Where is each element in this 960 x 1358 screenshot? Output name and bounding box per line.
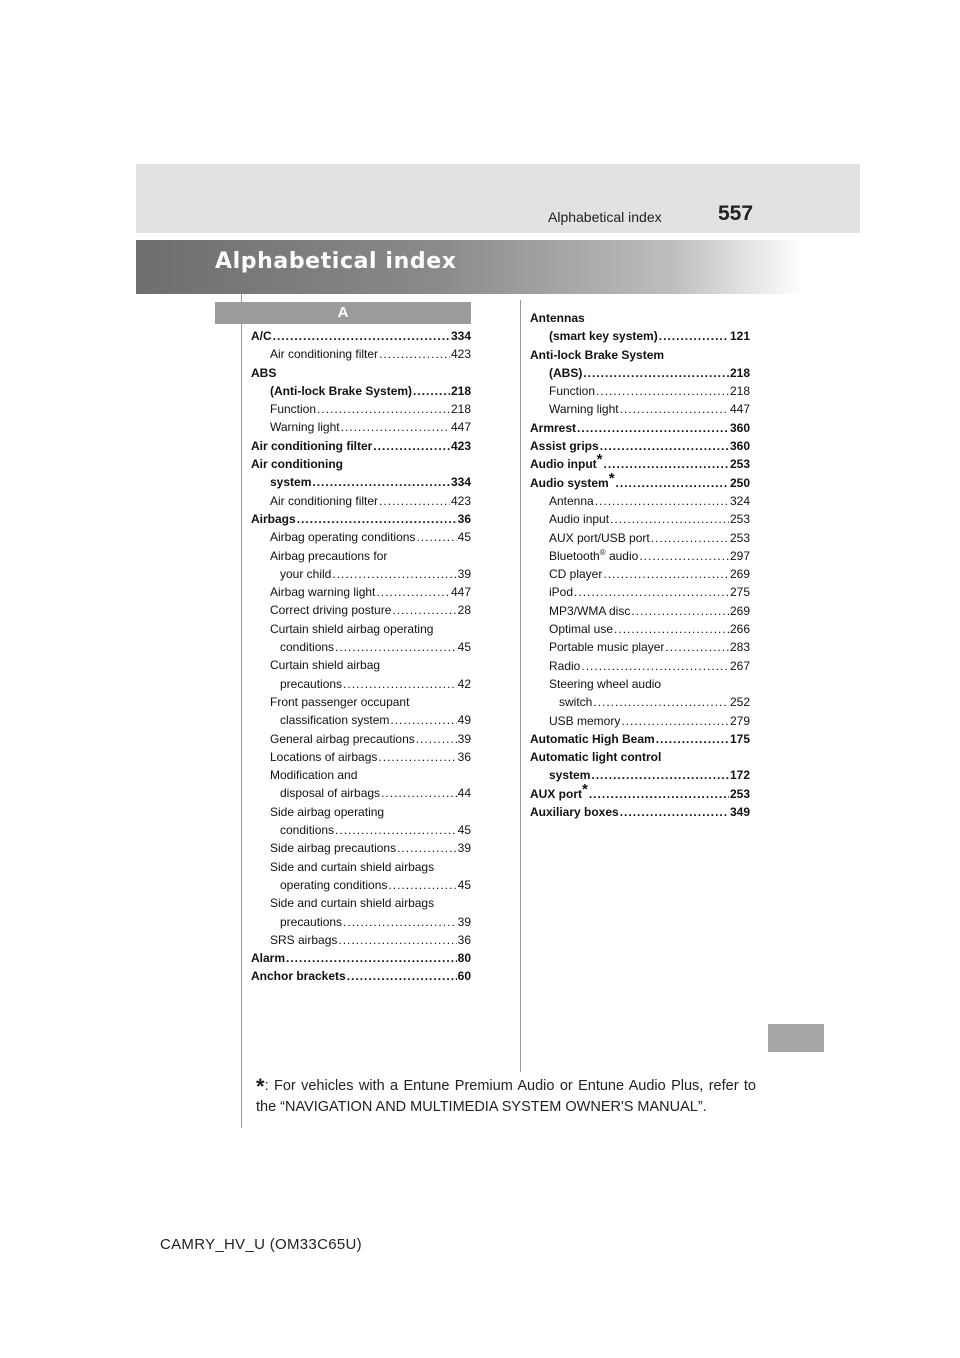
index-entry-term: Antennas <box>530 311 585 325</box>
index-entry-term: Side airbag operating <box>270 804 385 819</box>
page-number: 557 <box>718 202 754 225</box>
index-entry-term: Radio <box>549 658 581 673</box>
footnote-asterisk: * <box>256 1074 265 1099</box>
index-entry-page: 49 <box>457 713 471 728</box>
index-entry-term: Airbag warning light <box>270 585 376 600</box>
index-entry-term: Side airbag precautions <box>270 841 397 856</box>
index-entry <box>251 638 471 656</box>
index-entry-term: Correct driving posture <box>270 603 392 618</box>
dot-leader <box>581 657 729 675</box>
index-entry-term: AUX port* <box>530 780 588 801</box>
dot-leader <box>413 382 450 400</box>
index-entry <box>251 803 471 821</box>
index-entry-page: 36 <box>457 749 471 764</box>
index-entry <box>530 748 750 766</box>
index-entry <box>530 780 750 803</box>
index-entry-page: 44 <box>457 786 471 801</box>
dot-leader <box>341 418 450 436</box>
index-entry-page: 253 <box>729 457 750 472</box>
index-entry-page: 447 <box>450 420 471 435</box>
index-entry <box>251 510 471 528</box>
dot-leader <box>312 473 450 491</box>
index-entry <box>251 894 471 912</box>
index-entry <box>251 730 471 748</box>
index-entry-term: conditions <box>280 640 335 655</box>
index-entry-term: Air conditioning filter <box>270 493 379 508</box>
index-entry-term: MP3/WMA disc <box>549 603 631 618</box>
index-entry <box>251 821 471 839</box>
index-entry-page: 253 <box>729 530 750 545</box>
index-entry-page: 28 <box>457 603 471 618</box>
column-divider-middle <box>520 300 521 1072</box>
index-entry <box>530 583 750 601</box>
index-entry-page: 423 <box>450 493 471 508</box>
index-entry-term: conditions <box>280 823 335 838</box>
index-entry-term: precautions <box>280 676 343 691</box>
index-entry <box>530 469 750 492</box>
index-entry-term: Warning light <box>549 402 619 417</box>
index-entry-term: Function <box>270 402 317 417</box>
index-entry <box>530 638 750 656</box>
dot-leader <box>297 510 457 528</box>
index-entry-term: Locations of airbags <box>270 749 378 764</box>
index-entry <box>251 455 471 473</box>
index-entry-page: 80 <box>457 951 471 966</box>
index-entry <box>251 583 471 601</box>
index-entry-term: Modification and <box>270 768 358 783</box>
index-entry-page: 45 <box>457 823 471 838</box>
dot-leader <box>616 474 729 492</box>
index-entry <box>251 473 471 491</box>
index-entry-page: 334 <box>450 329 471 343</box>
dot-leader <box>376 583 450 601</box>
dot-leader <box>631 602 729 620</box>
index-entry <box>251 382 471 400</box>
index-entry-term: Auxiliary boxes <box>530 805 619 820</box>
index-entry-page: 297 <box>729 548 750 563</box>
index-entry-page: 423 <box>450 438 471 453</box>
index-entry <box>251 345 471 363</box>
index-entry-term: Automatic High Beam <box>530 731 655 746</box>
dot-leader <box>373 437 450 455</box>
index-entry-page: 349 <box>729 805 750 820</box>
index-entry-page: 175 <box>729 731 750 746</box>
index-entry <box>251 492 471 510</box>
index-entry-term: classification system <box>280 713 390 728</box>
index-entry-term: Warning light <box>270 420 340 435</box>
index-entry-term: Function <box>549 384 596 399</box>
column-divider-left <box>241 294 242 1128</box>
dot-leader <box>593 693 729 711</box>
index-entry <box>530 766 750 784</box>
index-entry-page: 360 <box>729 439 750 454</box>
index-entry <box>251 547 471 565</box>
index-entry-page: 253 <box>729 512 750 527</box>
index-entry <box>251 528 471 546</box>
index-entry <box>530 346 750 364</box>
dot-leader <box>335 821 457 839</box>
index-entry-page: 36 <box>457 932 471 947</box>
index-entry-page: 45 <box>457 877 471 892</box>
dot-leader <box>620 803 729 821</box>
dot-leader <box>388 876 456 894</box>
index-entry-term: USB memory <box>549 713 621 728</box>
index-entry-term: Audio input <box>549 512 610 527</box>
index-entry-page: 218 <box>729 384 750 399</box>
index-entry-term: CD player <box>549 567 603 582</box>
index-entry <box>530 712 750 730</box>
dot-leader <box>338 931 456 949</box>
index-entry <box>530 437 750 455</box>
index-entry-term: Audio input* <box>530 451 603 472</box>
index-entry-term: Airbag operating conditions <box>270 530 416 545</box>
index-entry <box>251 620 471 638</box>
index-entry-term: ABS <box>251 365 277 380</box>
index-entry <box>251 364 471 382</box>
index-entry <box>251 913 471 931</box>
index-column-left <box>251 327 471 986</box>
index-entry-page: 121 <box>729 329 750 344</box>
index-entry <box>530 400 750 418</box>
index-entry-term: (smart key system) <box>549 329 658 344</box>
index-entry <box>251 858 471 876</box>
index-entry-term: disposal of airbags <box>280 786 381 801</box>
dot-leader <box>621 712 729 730</box>
index-entry-page: 218 <box>729 365 750 380</box>
index-entry-term: Airbag precautions for <box>270 548 388 563</box>
dot-leader <box>574 583 729 601</box>
index-entry-page: 279 <box>729 713 750 728</box>
index-entry-page: 218 <box>450 383 471 398</box>
index-entry-term: AUX port/USB port <box>549 530 650 545</box>
index-entry-page: 266 <box>729 622 750 637</box>
index-entry-term: Assist grips <box>530 439 599 454</box>
index-entry-term: Side and curtain shield airbags <box>270 896 435 911</box>
section-letter-heading: A <box>215 302 471 324</box>
index-entry <box>251 656 471 674</box>
dot-leader <box>379 492 450 510</box>
index-entry <box>251 327 471 345</box>
index-entry <box>530 547 750 565</box>
dot-leader <box>379 345 450 363</box>
index-entry-page: 218 <box>450 402 471 417</box>
index-entry-term: precautions <box>280 914 343 929</box>
index-entry-term: system <box>549 768 591 783</box>
dot-leader <box>343 675 457 693</box>
index-entry-term: your child <box>280 566 332 581</box>
index-entry-page: 269 <box>729 603 750 618</box>
dot-leader <box>610 510 729 528</box>
dot-leader <box>665 638 729 656</box>
document-footer: CAMRY_HV_U (OM33C65U) <box>160 1236 362 1253</box>
index-entry-term: Front passenger occupant <box>270 694 410 709</box>
index-entry-page: 447 <box>450 585 471 600</box>
index-entry-page: 360 <box>729 420 750 435</box>
index-entry-term: Anchor brackets <box>251 969 346 984</box>
index-entry-page: 60 <box>457 969 471 984</box>
index-entry-term: Anti-lock Brake System <box>530 347 665 362</box>
index-entry-term: SRS airbags <box>270 932 338 947</box>
dot-leader <box>659 327 729 345</box>
footnote-marker: * <box>608 469 615 487</box>
dot-leader <box>273 327 450 345</box>
index-entry-term: Bluetooth® audio <box>549 547 639 563</box>
index-entry-term: (Anti-lock Brake System) <box>270 383 413 398</box>
index-entry-term: Air conditioning filter <box>251 438 373 453</box>
dot-leader <box>286 949 457 967</box>
dot-leader <box>378 748 456 766</box>
index-entry-term: Side and curtain shield airbags <box>270 859 435 874</box>
dot-leader <box>595 492 729 510</box>
dot-leader <box>600 437 729 455</box>
dot-leader <box>392 601 456 619</box>
index-entry <box>251 967 471 985</box>
index-entry-term: Alarm <box>251 951 286 966</box>
index-entry-term: Steering wheel audio <box>549 676 662 691</box>
index-entry-term: Curtain shield airbag <box>270 658 381 673</box>
index-entry-term: Portable music player <box>549 640 665 655</box>
dot-leader <box>332 565 456 583</box>
dot-leader <box>596 382 729 400</box>
dot-leader <box>317 400 450 418</box>
index-entry-page: 252 <box>729 695 750 710</box>
index-entry-term: Air conditioning <box>251 457 343 472</box>
footnote-text: : For vehicles with a Entune Premium Audio or Entune Audio Plus, refer to the “NAVIGATION AND MULTIMEDIA SYSTEM OWNER'S MANUAL”. <box>256 1078 756 1115</box>
index-entry <box>251 675 471 693</box>
index-entry <box>530 675 750 693</box>
index-entry <box>530 602 750 620</box>
index-entry <box>251 693 471 711</box>
index-entry-term: Automatic light control <box>530 750 662 765</box>
index-entry-term: General airbag precautions <box>270 731 415 746</box>
index-entry-term: (ABS) <box>549 365 583 380</box>
index-entry-page: 324 <box>729 493 750 508</box>
index-entry-term: Airbags <box>251 511 296 526</box>
index-entry <box>251 400 471 418</box>
index-entry-term: Curtain shield airbag operating <box>270 621 434 636</box>
index-entry-page: 42 <box>457 676 471 691</box>
index-entry <box>251 711 471 729</box>
index-entry-term: A/C <box>251 329 272 343</box>
index-entry-page: 39 <box>457 841 471 856</box>
index-entry <box>530 309 750 327</box>
chapter-tab <box>768 1024 824 1052</box>
index-entry-page: 447 <box>729 402 750 417</box>
dot-leader <box>390 711 456 729</box>
index-entry <box>530 382 750 400</box>
dot-leader <box>656 730 729 748</box>
index-entry <box>251 601 471 619</box>
index-entry <box>530 529 750 547</box>
index-entry-page: 269 <box>729 567 750 582</box>
dot-leader <box>335 638 457 656</box>
index-entry <box>251 565 471 583</box>
dot-leader <box>343 913 457 931</box>
index-entry <box>530 803 750 821</box>
index-entry <box>251 766 471 784</box>
dot-leader <box>591 766 729 784</box>
index-entry-page: 275 <box>729 585 750 600</box>
dot-leader <box>381 784 457 802</box>
index-entry-page: 45 <box>457 640 471 655</box>
index-entry-page: 39 <box>457 566 471 581</box>
index-entry <box>530 492 750 510</box>
dot-leader <box>577 419 729 437</box>
index-entry-term: system <box>270 475 312 490</box>
index-entry <box>530 451 750 473</box>
dot-leader <box>620 400 729 418</box>
index-entry-page: 39 <box>457 731 471 746</box>
index-entry <box>530 620 750 638</box>
index-entry <box>251 418 471 436</box>
index-entry-term: Audio system* <box>530 469 615 490</box>
running-header-title: Alphabetical index <box>548 209 662 225</box>
index-entry-page: 39 <box>457 914 471 929</box>
index-entry-term: Armrest <box>530 420 577 435</box>
index-entry <box>530 327 750 345</box>
page-title: Alphabetical index <box>215 249 457 274</box>
footnote <box>256 1076 756 1118</box>
index-entry-page: 283 <box>729 640 750 655</box>
dot-leader <box>639 547 729 565</box>
index-entry-page: 253 <box>729 786 750 801</box>
index-entry-term: Optimal use <box>549 622 614 637</box>
index-entry <box>251 876 471 894</box>
index-entry-page: 36 <box>457 511 471 526</box>
dot-leader <box>397 839 457 857</box>
index-entry-page: 423 <box>450 347 471 362</box>
dot-leader <box>604 455 729 473</box>
index-entry <box>530 419 750 437</box>
footnote-marker: * <box>596 451 603 469</box>
dot-leader <box>603 565 729 583</box>
index-entry-page: 250 <box>729 475 750 490</box>
dot-leader <box>347 967 457 985</box>
index-entry-term: Antenna <box>549 493 594 508</box>
dot-leader <box>614 620 729 638</box>
index-entry <box>530 657 750 675</box>
index-entry <box>251 931 471 949</box>
index-entry-page: 334 <box>450 475 471 490</box>
index-entry <box>530 510 750 528</box>
index-entry-page: 172 <box>729 768 750 783</box>
index-entry <box>530 565 750 583</box>
index-entry-page: 45 <box>457 530 471 545</box>
dot-leader <box>583 364 729 382</box>
dot-leader <box>416 730 457 748</box>
index-column-right <box>530 309 750 821</box>
index-entry-term: Air conditioning filter <box>270 347 379 362</box>
index-entry <box>530 730 750 748</box>
index-entry <box>251 949 471 967</box>
index-entry-term: operating conditions <box>280 877 388 892</box>
footnote-marker: * <box>582 780 588 798</box>
index-entry <box>530 693 750 711</box>
index-entry <box>251 839 471 857</box>
dot-leader <box>416 528 456 546</box>
index-entry <box>251 748 471 766</box>
dot-leader <box>651 529 729 547</box>
index-entry-page: 267 <box>729 658 750 673</box>
dot-leader <box>589 785 729 803</box>
index-entry <box>251 437 471 455</box>
index-entry-term: switch <box>559 695 593 710</box>
index-entry <box>530 364 750 382</box>
index-entry <box>251 784 471 802</box>
index-entry-term: iPod <box>549 585 574 600</box>
